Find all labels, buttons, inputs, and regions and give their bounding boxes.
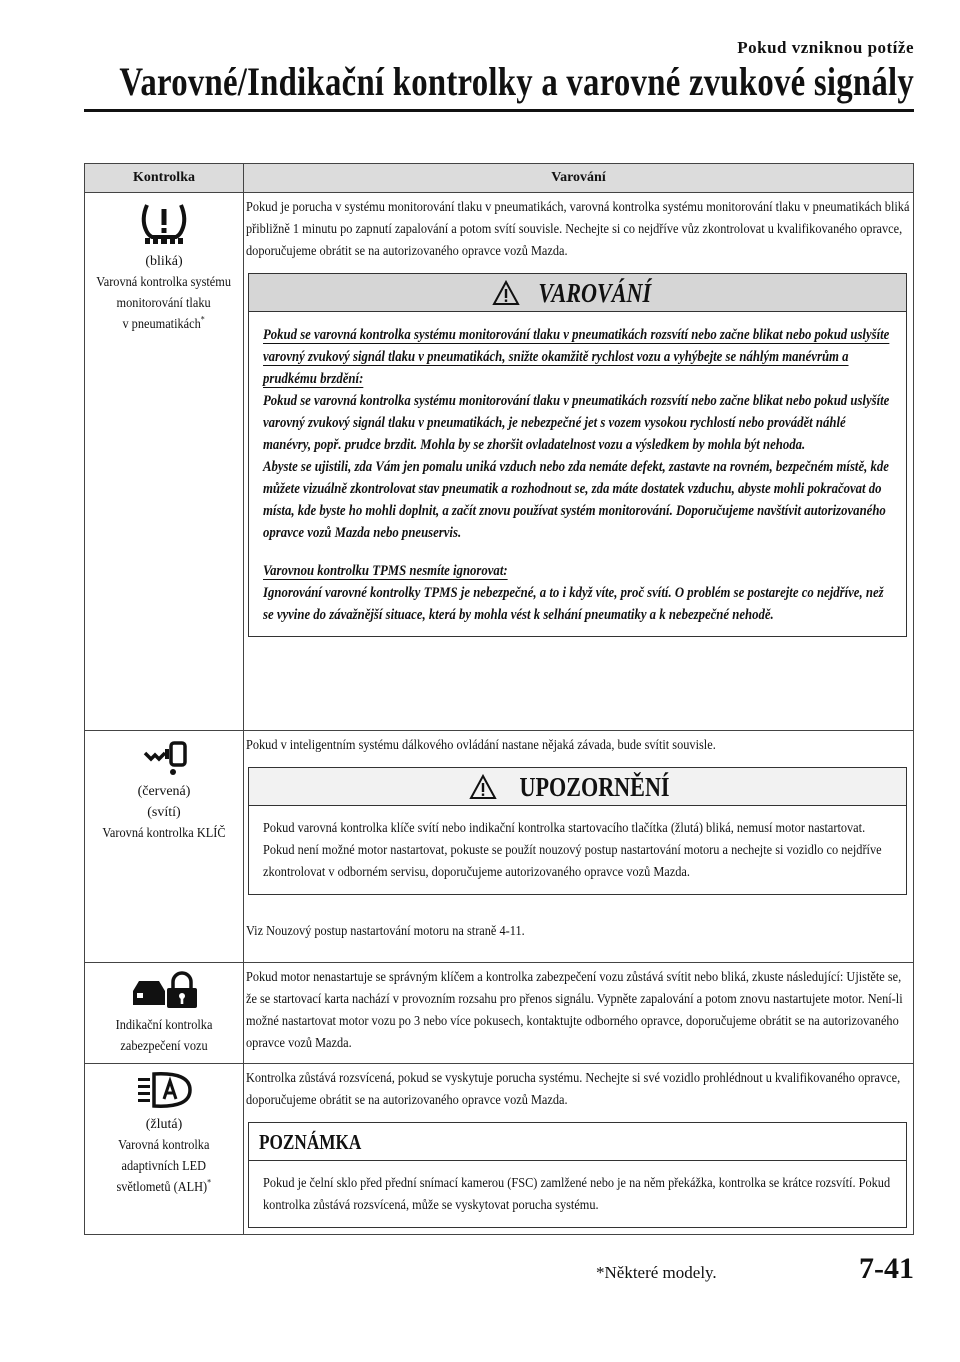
indicator-cell bbox=[85, 193, 244, 731]
warning-triangle-icon bbox=[469, 774, 497, 800]
header-rule bbox=[84, 109, 914, 112]
warning-box-title: VAROVÁNÍ bbox=[538, 277, 651, 308]
indicator-cell bbox=[85, 731, 244, 963]
note-box bbox=[248, 1122, 907, 1228]
caution-box-body: Pokud varovná kontrolka klíče svítí nebo indikační kontrolka startovacího tlačítka (žlutá) bliká, nemusí motor nastartovat. Pokud není možné motor nastartovat, pokuste se použít nouzový postup nastartování motoru a nechejte si vozidlo co nejdříve zkontrolovat v odborném servisu, doporučujeme autorizovaného opravce vozů Mazda. bbox=[263, 821, 882, 880]
indicator-state: (červená) (svítí) bbox=[137, 784, 191, 820]
warning-paragraph: Ignorování varovné kontrolky TPMS je nebezpečné, a to i když víte, proč svítí. O problém se postarejte co nejdříve, než se vyvine do závažnější situace, která by mohla vést k selhání pneumatiky a k nebezpečné nehodě. bbox=[263, 585, 884, 623]
warning-box-header bbox=[249, 274, 906, 312]
warning-cell bbox=[244, 193, 914, 731]
column-header-varovani: Varování bbox=[244, 164, 914, 193]
table-header-row bbox=[85, 164, 914, 193]
indicator-state: (žlutá) bbox=[145, 1117, 183, 1132]
alh-warning-icon bbox=[134, 1070, 194, 1110]
table-row bbox=[85, 731, 914, 963]
warning-triangle-icon bbox=[492, 280, 520, 306]
page-title: Varovné/Indikační kontrolky a varovné zvukové signály bbox=[119, 59, 914, 104]
column-header-kontrolka: Kontrolka bbox=[85, 164, 244, 193]
warning-cell bbox=[244, 963, 914, 1064]
section-title: Pokud vzniknou potíže bbox=[737, 38, 914, 57]
warning-box-body bbox=[249, 312, 906, 636]
indicator-label: Varovná kontrolka adaptivních LED světlometů (ALH)* bbox=[116, 1138, 212, 1195]
warning-text: Pokud je porucha v systému monitorování tlaku v pneumatikách, varovná kontrolka systému monitorování tlaku v pneumatikách bliká přibližně 1 minutu po zapnutí zapalování a potom svítí souvisle. Nechejte si co nejdříve vůz zkontrolovat u kvalifikovaného opravce, doporučujeme obrátit se na autorizovaného opravce vozů Mazda. bbox=[246, 200, 910, 259]
warning-emphasis: Varovnou kontrolku TPMS nesmíte ignorovat: bbox=[263, 563, 508, 579]
note-box-body: Pokud je čelní sklo před přední snímací kamerou (FSC) zamlžené nebo je na něm překážka, kontrolka se krátce rozsvítí. Pokud kontrolka zůstává rozsvícená, může se vyskytovat porucha systému. bbox=[263, 1176, 891, 1213]
indicator-label: Varovná kontrolka systému monitorování tlaku v pneumatikách* bbox=[96, 275, 232, 332]
page-number: 7-41 bbox=[859, 1252, 914, 1285]
key-warning-icon bbox=[139, 737, 189, 777]
warning-text: Pokud motor nenastartuje se správným klíčem a kontrolka zabezpečení vozu zůstává svítit nebo bliká, zkuste následující: Ujistěte se, že se startovací karta nachází v provozním rozsahu pro přenos signálu. Vypněte zapalování a potom znovu nastartujete motor. Není-li možné nastartovat motor vozu po 3 nebo více pokusech, kontaktujte odborného opravce, doporučujeme obrátit se na autorizovaného opravce vozů Mazda. bbox=[246, 970, 903, 1051]
warning-box bbox=[248, 273, 907, 637]
caution-box-header bbox=[249, 768, 906, 806]
warning-text: Pokud v inteligentním systému dálkového ovládání nastane nějaká závada, bude svítit souvisle. bbox=[246, 738, 716, 753]
indicator-label: Indikační kontrolka zabezpečení vozu bbox=[115, 1018, 213, 1054]
note-box-title: POZNÁMKA bbox=[259, 1129, 362, 1154]
indicator-state: (bliká) bbox=[145, 254, 183, 269]
warning-paragraph: Pokud se varovná kontrolka systému monitorování tlaku v pneumatikách rozsvítí nebo začne blikat nebo pokud uslyšíte varovný zvukový signál tlaku v pneumatikách, je nebezpečné jet s vozem vysokou rychlostí nebo provádět náhlé manévry, popř. prudce brzdit. Mohla by se zhoršit ovladatelnost vozu a výsledkem by mohla být nehoda. bbox=[263, 393, 890, 453]
indicator-cell bbox=[85, 1064, 244, 1235]
indicator-table bbox=[84, 163, 914, 1235]
cross-reference: Viz Nouzový postup nastartování motoru na straně 4-11. bbox=[246, 924, 525, 939]
warning-paragraph: Abyste se ujistili, zda Vám jen pomalu uniká vzduch nebo zda nemáte defekt, zastavte na rovném, bezpečném místě, kde můžete vizuálně zkontrolovat stav pneumatik a rozhodnout se, zda máte dostatek vzduchu, abyste mohli pokračovat do místa, kde byste ho mohli doplnit, a začít znovu používat systém monitorování. Doporučujeme navštívit autorizovaného opravce vozů Mazda nebo pneuservis. bbox=[263, 459, 889, 541]
caution-box bbox=[248, 767, 907, 895]
note-box-header bbox=[249, 1123, 906, 1161]
indicator-label: Varovná kontrolka KLÍČ bbox=[102, 826, 226, 841]
table-row bbox=[85, 963, 914, 1064]
security-indicator-icon bbox=[129, 969, 199, 1011]
caution-box-title: UPOZORNĚNÍ bbox=[519, 771, 670, 802]
warning-cell bbox=[244, 1064, 914, 1235]
table-row bbox=[85, 1064, 914, 1235]
warning-text: Kontrolka zůstává rozsvícená, pokud se vyskytuje porucha systému. Nechejte si své vozidlo prohlédnout u kvalifikovaného opravce, doporučujeme obrátit se na autorizovaného opravce vozů Mazda. bbox=[246, 1071, 901, 1108]
warning-cell bbox=[244, 731, 914, 963]
table-row bbox=[85, 193, 914, 731]
footnote: *Některé modely. bbox=[596, 1263, 717, 1282]
warning-emphasis: Pokud se varovná kontrolka systému monitorování tlaku v pneumatikách rozsvítí nebo začne blikat nebo pokud uslyšíte varovný zvukový signál tlaku v pneumatikách, snižte okamžitě rychlost vozu a vyhýbejte se náhlým manévrům a prudkému brzdění: bbox=[263, 327, 890, 387]
indicator-cell bbox=[85, 963, 244, 1064]
tpms-warning-icon bbox=[136, 199, 192, 247]
